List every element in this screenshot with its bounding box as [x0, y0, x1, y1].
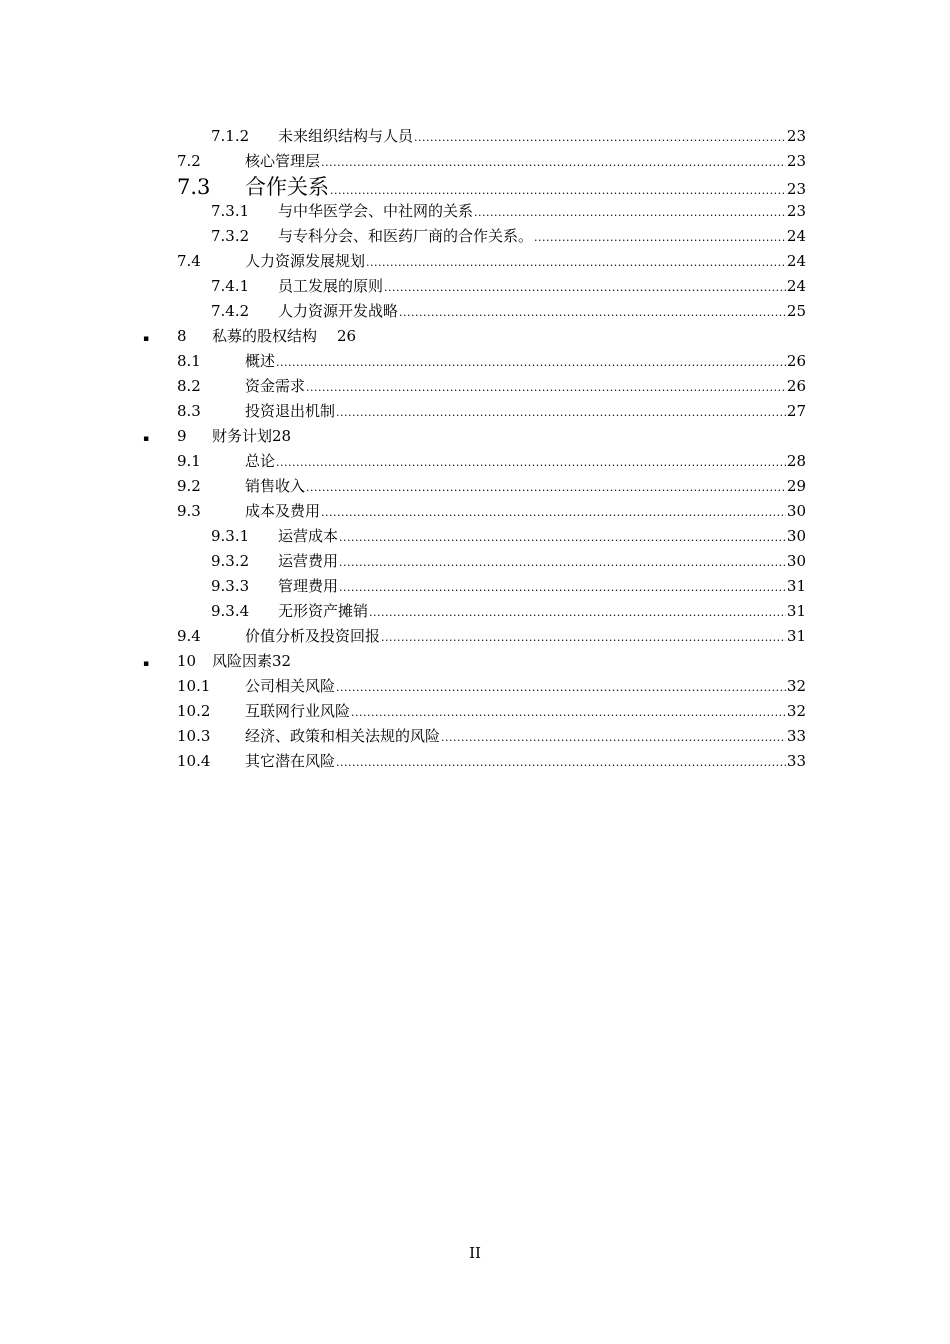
toc-entry-page: 28 — [272, 427, 292, 445]
toc-entry-9-3-1[interactable] — [211, 524, 806, 549]
bullet-icon: ▪ — [143, 434, 150, 444]
toc-entry-number: 8 — [177, 327, 187, 345]
toc-chapter-8[interactable] — [143, 324, 356, 349]
toc-entry-title: 合作关系 — [245, 175, 329, 199]
toc-entry-title: 员工发展的原则 — [278, 277, 384, 295]
toc-entry-title: 核心管理层 — [245, 152, 321, 170]
toc-entry-9-1[interactable] — [177, 449, 806, 474]
toc-entry-7-3-1[interactable] — [211, 199, 806, 224]
toc-entry-number: 9 — [177, 427, 187, 445]
toc-entry-number: 8.3 — [177, 402, 201, 420]
toc-entry-page: 31 — [786, 627, 806, 645]
toc-entry-page: 25 — [786, 302, 806, 320]
toc-entry-7-4[interactable] — [177, 249, 806, 274]
toc-entry-10-4[interactable] — [177, 749, 806, 774]
toc-entry-8-2[interactable] — [177, 374, 806, 399]
toc-entry-page: 24 — [786, 227, 806, 245]
toc-entry-title: 销售收入 — [245, 477, 306, 495]
toc-entry-number: 7.4 — [177, 252, 201, 270]
toc-entry-number: 8.2 — [177, 377, 201, 395]
toc-entry-title: 与专科分会、和医药厂商的合作关系。 — [278, 227, 534, 245]
toc-entry-9-2[interactable] — [177, 474, 806, 499]
toc-entry-title: 其它潜在风险 — [245, 752, 336, 770]
toc-entry-7-2[interactable] — [177, 149, 806, 174]
toc-entry-number: 7.4.2 — [211, 302, 250, 320]
toc-entry-7-4-1[interactable] — [211, 274, 806, 299]
toc-entry-page: 26 — [337, 327, 357, 345]
toc-entry-number: 9.3.2 — [211, 552, 250, 570]
toc-entry-title: 运营费用 — [278, 552, 339, 570]
toc-entry-page: 23 — [786, 127, 806, 145]
toc-entry-page: 26 — [786, 377, 806, 395]
toc-entry-number: 7.2 — [177, 152, 201, 170]
toc-entry-page: 23 — [786, 152, 806, 170]
toc-entry-number: 7.3 — [177, 175, 211, 199]
toc-entry-7-3[interactable] — [177, 173, 806, 201]
toc-entry-9-4[interactable] — [177, 624, 806, 649]
toc-entry-page: 29 — [786, 477, 806, 495]
dot-leader — [339, 550, 786, 575]
toc-entry-page: 33 — [786, 727, 806, 745]
toc-entry-title: 价值分析及投资回报 — [245, 627, 381, 645]
toc-entry-number: 9.1 — [177, 452, 201, 470]
toc-entry-page: 31 — [786, 577, 806, 595]
toc-entry-page: 31 — [786, 602, 806, 620]
dot-leader — [339, 525, 786, 550]
toc-entry-page: 30 — [786, 502, 806, 520]
toc-entry-page: 32 — [786, 677, 806, 695]
toc-entry-title: 未来组织结构与人员 — [278, 127, 414, 145]
toc-entry-number: 9.2 — [177, 477, 201, 495]
toc-entry-9-3[interactable] — [177, 499, 806, 524]
toc-entry-number: 7.3.2 — [211, 227, 250, 245]
toc-entry-title: 资金需求 — [245, 377, 306, 395]
dot-leader — [336, 400, 786, 425]
toc-entry-8-3[interactable] — [177, 399, 806, 424]
toc-entry-number: 9.3.4 — [211, 602, 250, 620]
toc-entry-title: 人力资源发展规划 — [245, 252, 366, 270]
toc-entry-number: 10.3 — [177, 727, 211, 745]
toc-entry-title: 公司相关风险 — [245, 677, 336, 695]
toc-entry-page: 26 — [786, 352, 806, 370]
toc-chapter-10[interactable] — [143, 649, 291, 674]
toc-entry-page: 32 — [272, 652, 292, 670]
toc-entry-title: 与中华医学会、中社网的关系 — [278, 202, 474, 220]
toc-entry-title: 财务计划 — [212, 427, 273, 445]
toc-entry-title: 总论 — [245, 452, 276, 470]
toc-entry-title: 人力资源开发战略 — [278, 302, 399, 320]
toc-entry-title: 运营成本 — [278, 527, 339, 545]
dot-leader — [369, 600, 786, 625]
toc-entry-page: 23 — [786, 202, 806, 220]
dot-leader — [384, 275, 786, 300]
toc-entry-page: 33 — [786, 752, 806, 770]
toc-entry-title: 经济、政策和相关法规的风险 — [245, 727, 441, 745]
dot-leader — [321, 150, 786, 175]
dot-leader — [414, 125, 786, 150]
dot-leader — [381, 625, 786, 650]
toc-entry-title: 管理费用 — [278, 577, 339, 595]
toc-entry-number: 9.3 — [177, 502, 201, 520]
toc-entry-number: 9.4 — [177, 627, 201, 645]
toc-entry-page: 24 — [786, 277, 806, 295]
toc-entry-page: 30 — [786, 552, 806, 570]
toc-entry-number: 10.4 — [177, 752, 211, 770]
toc-entry-10-3[interactable] — [177, 724, 806, 749]
toc-entry-number: 10.2 — [177, 702, 211, 720]
toc-entry-7-4-2[interactable] — [211, 299, 806, 324]
toc-entry-title: 成本及费用 — [245, 502, 321, 520]
toc-entry-9-3-3[interactable] — [211, 574, 806, 599]
toc-entry-page: 27 — [786, 402, 806, 420]
bullet-icon: ▪ — [143, 659, 150, 669]
toc-entry-7-1-2[interactable] — [211, 124, 806, 149]
bullet-icon: ▪ — [143, 334, 150, 344]
toc-entry-10-1[interactable] — [177, 674, 806, 699]
toc-entry-title: 风险因素 — [212, 652, 273, 670]
toc-entry-number: 9.3.3 — [211, 577, 250, 595]
toc-entry-number: 8.1 — [177, 352, 201, 370]
dot-leader — [441, 725, 786, 750]
dot-leader — [339, 575, 786, 600]
dot-leader — [276, 450, 786, 475]
toc-entry-number: 7.1.2 — [211, 127, 250, 145]
dot-leader — [351, 700, 786, 725]
dot-leader — [276, 350, 786, 375]
toc-entry-page: 23 — [786, 180, 806, 198]
toc-entry-number: 9.3.1 — [211, 527, 250, 545]
toc-entry-page: 30 — [786, 527, 806, 545]
toc-entry-number: 10 — [177, 652, 197, 670]
dot-leader — [474, 200, 786, 225]
dot-leader — [306, 375, 786, 400]
toc-chapter-9[interactable] — [143, 424, 291, 449]
toc-entry-number: 10.1 — [177, 677, 211, 695]
toc-entry-title: 无形资产摊销 — [278, 602, 369, 620]
dot-leader — [399, 300, 786, 325]
toc-entry-title: 投资退出机制 — [245, 402, 336, 420]
toc-entry-9-3-2[interactable] — [211, 549, 806, 574]
toc-entry-9-3-4[interactable] — [211, 599, 806, 624]
toc-entry-number: 7.4.1 — [211, 277, 250, 295]
toc-entry-10-2[interactable] — [177, 699, 806, 724]
toc-entry-8-1[interactable] — [177, 349, 806, 374]
dot-leader — [534, 225, 786, 250]
dot-leader — [306, 475, 786, 500]
toc-entry-page: 28 — [786, 452, 806, 470]
page-number-footer: II — [469, 1244, 481, 1262]
dot-leader — [321, 500, 786, 525]
toc-entry-page: 24 — [786, 252, 806, 270]
toc-entry-title: 概述 — [245, 352, 276, 370]
toc-entry-page: 32 — [786, 702, 806, 720]
toc-entry-number: 7.3.1 — [211, 202, 250, 220]
toc-entry-title: 私募的股权结构 — [212, 327, 318, 345]
dot-leader — [366, 250, 786, 275]
toc-entry-title: 互联网行业风险 — [245, 702, 351, 720]
dot-leader — [336, 675, 786, 700]
dot-leader — [336, 750, 786, 775]
toc-entry-7-3-2[interactable] — [211, 224, 806, 249]
